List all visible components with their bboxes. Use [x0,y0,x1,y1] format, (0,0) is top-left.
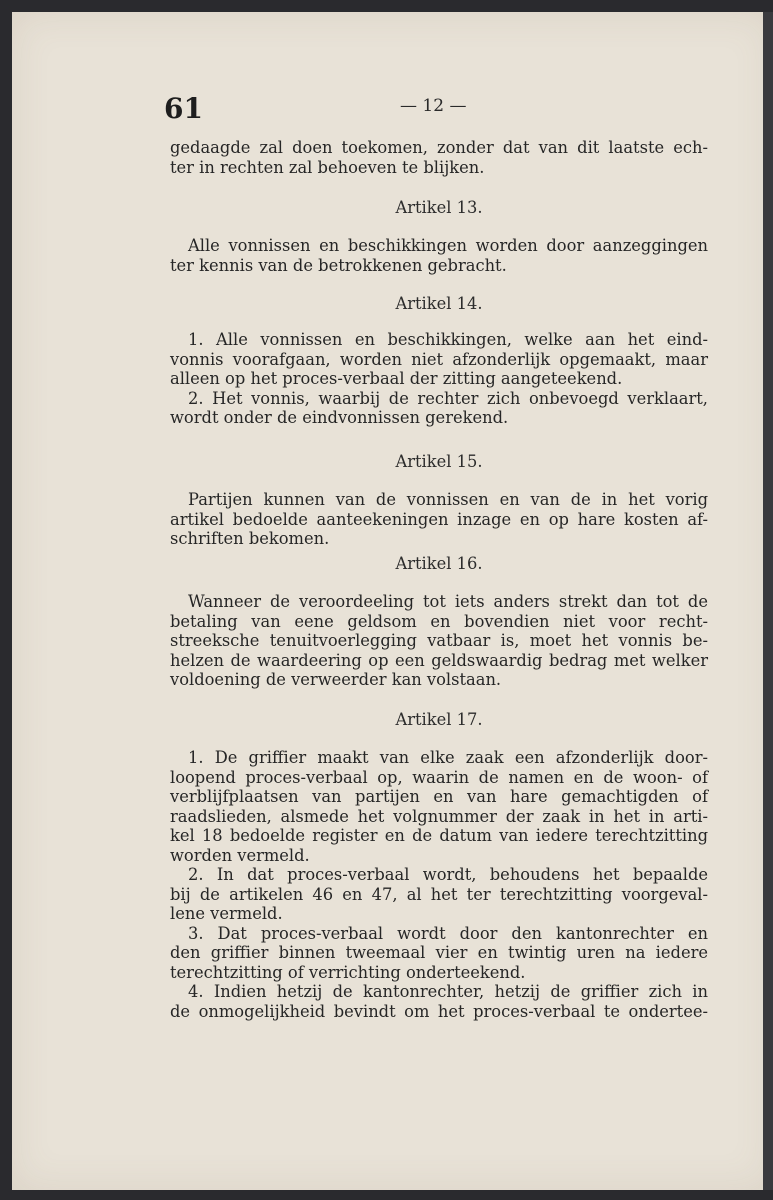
text-line: terechtzitting of verrichting onderteekend. [170,962,526,982]
text-line: wordt onder de eindvonnissen gerekend. [170,408,509,427]
text-line: bij de artikelen 46 en 47, al het ter terechtzitting voorgeval- [170,884,708,904]
text-line: ter in rechten zal behoeven te blijken. [170,157,485,177]
text-line: ter kennis van de betrokkenen gebracht. [170,255,507,275]
article-16-paragraph [170,592,708,690]
article-15-heading: Artikel 15. [395,452,483,471]
text-line: vonnis voorafgaan, worden niet afzonderlijk opgemaakt, maar [170,349,708,369]
text-line: Partijen kunnen van de vonnissen en van de in het vorig [188,490,708,509]
text-line: de onmogelijkheid bevindt om het proces-verbaal te ondertee- [170,1001,708,1021]
handwritten-page-number: 61 [164,92,203,125]
text-line: Alle vonnissen en beschikkingen worden door aanzeggingen [188,236,708,255]
article-16-heading: Artikel 16. [395,554,483,573]
text-line: gedaagde zal doen toekomen, zonder dat van dit laatste ech- [170,138,708,157]
article-14-heading: Artikel 14. [395,294,483,313]
text-line: streeksche tenuitvoerlegging vatbaar is, moet het vonnis be- [170,631,708,650]
article-15-paragraph [170,490,708,549]
article-17-paragraph [170,748,708,1021]
text-line: voldoening de verweerder kan volstaan. [170,670,502,689]
article-17-heading: Artikel 17. [395,710,483,729]
text-line: helzen de waardeering op een geldswaardig bedrag met welker [170,650,708,670]
text-line: 3. Dat proces-verbaal wordt door den kantonrechter en [188,923,708,943]
text-line: raadslieden, alsmede het volgnummer der zaak in het in arti- [170,806,708,826]
text-line: artikel bedoelde aanteekeningen inzage en op hare kosten af- [170,509,708,529]
text-line: verblijfplaatsen van partijen en van hare gemachtigden of [170,787,708,806]
text-line: lene vermeld. [170,904,283,923]
text-line: 4. Indien hetzij de kantonrechter, hetzij de griffier zich in [188,982,708,1001]
text-line: 2. In dat proces-verbaal wordt, behoudens het bepaalde [188,865,708,884]
article-13-paragraph [170,236,708,275]
text-line: schriften bekomen. [170,529,330,548]
text-line: 1. Alle vonnissen en beschikkingen, welke aan het eind- [188,330,708,349]
page-marker: — 12 — [400,96,467,116]
text-line: 1. De griffier maakt van elke zaak een afzonderlijk door- [188,748,708,767]
text-line: loopend proces-verbaal op, waarin de namen en de woon- of [170,767,708,787]
text-line: alleen op het proces-verbaal der zitting aangeteekend. [170,369,623,388]
article-13-heading: Artikel 13. [395,198,483,217]
article-14-paragraph [170,330,708,428]
text-line: Wanneer de veroordeeling tot iets anders strekt dan tot de [188,592,708,611]
intro-paragraph [170,138,708,177]
page-edge [763,12,773,1190]
text-line: den griffier binnen tweemaal vier en twintig uren na iedere [170,943,708,962]
text-line: kel 18 bedoelde register en de datum van iedere terechtzitting [170,826,708,845]
text-line: 2. Het vonnis, waarbij de rechter zich onbevoegd verklaart, [188,388,708,408]
text-line: betaling van eene geldsom en bovendien niet voor recht- [170,611,708,631]
text-line: worden vermeld. [170,845,310,865]
